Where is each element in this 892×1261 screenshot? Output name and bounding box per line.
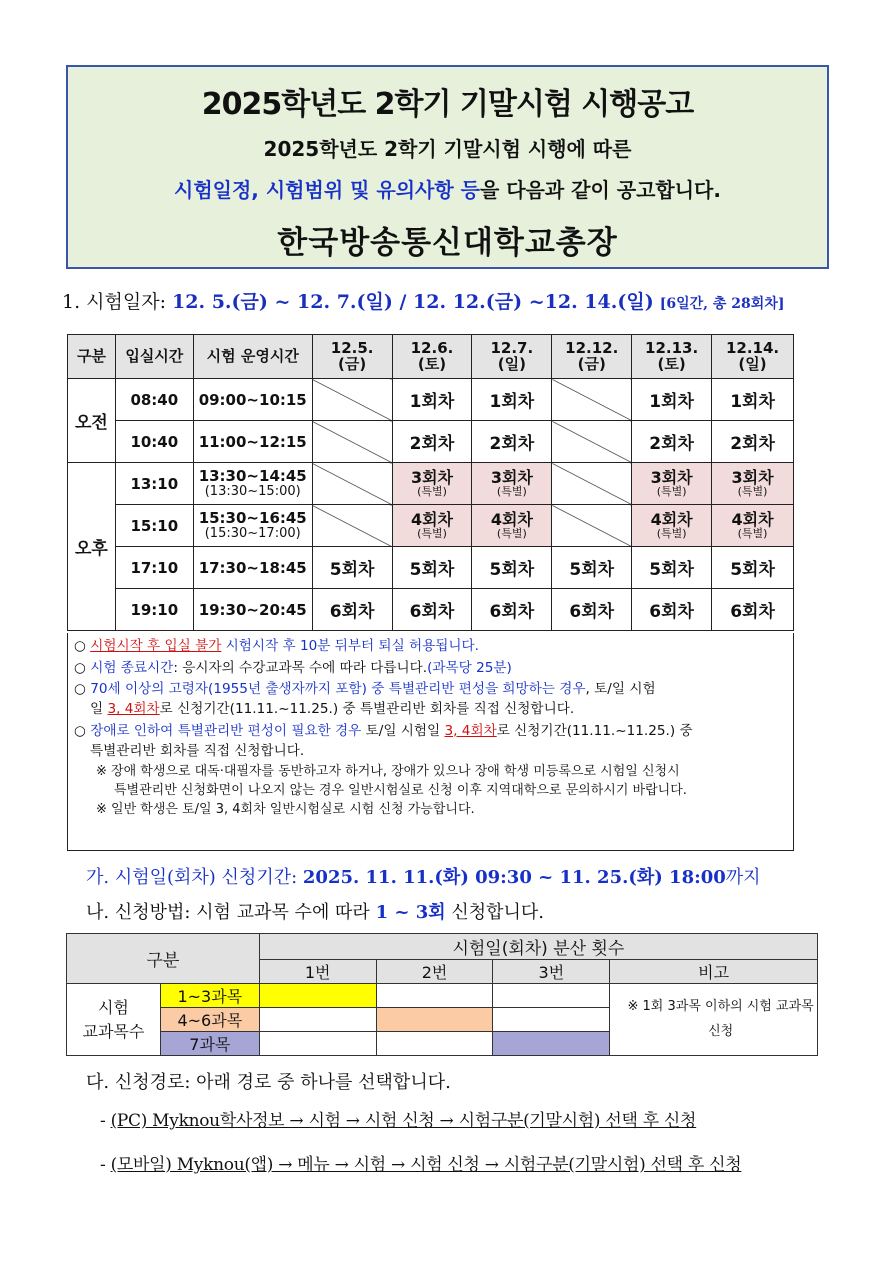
notes-box: [67, 633, 794, 851]
special-mark: (특별): [737, 527, 768, 541]
application-method-label: 나. 신청방법: 시험 교과목 수에 따라: [86, 902, 370, 923]
note-text: 일: [90, 701, 104, 718]
exam-schedule-table: [67, 334, 794, 631]
note-blue-text: 시험 종료시간: [90, 659, 174, 676]
schedule-header: 12.12. (금): [552, 335, 632, 379]
entry-time: 19:10: [115, 589, 193, 631]
schedule-header: 입실시간: [115, 335, 193, 379]
am-label: 오전: [68, 379, 116, 463]
application-method: [86, 898, 544, 924]
special-session-cell: [472, 463, 552, 505]
note-entry-restriction: ○ 시험시작 후 입실 불가 시험시작 후 10분 뒤부터 퇴실 허용됩니다.: [74, 638, 479, 654]
special-session-cell: [472, 505, 552, 547]
route-pc: - (PC) Myknou학사정보 → 시험 → 시험 신청 → 시험구분(기말시험) 선택 후 신청: [100, 1111, 697, 1131]
special-mark: (특별): [656, 527, 687, 541]
application-method-tail: 신청합니다.: [451, 902, 545, 923]
no-session-cell: [552, 505, 632, 547]
distribution-cell: [259, 1032, 376, 1056]
pm-label: 오후: [68, 463, 116, 631]
schedule-row: [68, 421, 794, 463]
session-cell: 6회차: [552, 589, 632, 631]
route-mobile-text: (모바일) Myknou(앱) → 메뉴 → 시험 → 시험 신청 → 시험구분(기말시험) 선택 후 신청: [110, 1155, 742, 1175]
session-cell: 5회차: [312, 547, 392, 589]
distribution-cell: [259, 1008, 376, 1032]
notice-line-rest: 을 다음과 같이 공고합니다.: [479, 178, 721, 202]
special-session-cell: [392, 505, 472, 547]
no-session-cell: [312, 463, 392, 505]
note-disability-detail-2: 특별관리반 신청화면이 나오지 않는 경우 일반시험실로 신청 이후 지역대학으로 문의하시기 바랍니다.: [114, 783, 687, 799]
special-session-cell: [632, 505, 712, 547]
distribution-header: 시험일(회차) 분산 횟수: [259, 934, 817, 960]
distribution-table: [66, 933, 818, 1056]
special-session-cell: [392, 463, 472, 505]
no-session-cell: [552, 379, 632, 421]
exam-dates-summary: [6일간, 총 28회차]: [659, 296, 785, 312]
subject-count-label: 1~3과목: [160, 984, 259, 1008]
notice-signature: 한국방송통신대학교총장: [277, 225, 618, 261]
note-red-text: 3, 4회차: [107, 701, 160, 718]
entry-time: 15:10: [115, 505, 193, 547]
notice-line: [68, 174, 827, 203]
note-text: , 토/일 시험: [585, 681, 656, 698]
op-time-special: (15:30~17:00): [204, 525, 301, 541]
notice-subtitle: 2025학년도 2학기 기말시험 시행에 따른: [263, 137, 632, 161]
session-cell: 5회차: [392, 547, 472, 589]
note-text: 로 신청기간(11.11.~11.25.) 중: [496, 722, 693, 739]
session-cell: 1회차: [632, 379, 712, 421]
session-label: 3회차: [410, 467, 454, 487]
schedule-header: 12.6. (토): [392, 335, 472, 379]
application-route: 다. 신청경로: 아래 경로 중 하나를 선택합니다.: [86, 1072, 451, 1093]
schedule-header: 12.14. (일): [712, 335, 794, 379]
session-label: 3회차: [731, 467, 774, 487]
no-session-cell: [552, 463, 632, 505]
schedule-header: 12.5. (금): [312, 335, 392, 379]
no-session-cell: [552, 421, 632, 463]
distribution-row-label: 시험 교과목수: [67, 984, 161, 1056]
schedule-row: [68, 589, 794, 631]
session-label: 3회차: [490, 467, 533, 487]
session-cell: 2회차: [712, 421, 794, 463]
distribution-header-row: [67, 934, 818, 960]
route-pc-text: (PC) Myknou학사정보 → 시험 → 시험 신청 → 시험구분(기말시험) 선택 후 신청: [110, 1111, 697, 1131]
note-blue-text: 70세 이상의 고령자(1955년 출생자까지 포함) 중 특별관리반 편성을 희망하는 경우: [90, 681, 586, 698]
note-disability: ○ 장애로 인하여 특별관리반 편성이 필요한 경우 토/일 시험일 3, 4회차로 신청기간(11.11.~11.25.) 중 특별관리반 회차를 직접 신청합니다.: [74, 722, 693, 759]
route-mobile: - (모바일) Myknou(앱) → 메뉴 → 시험 → 시험 신청 → 시험구분(기말시험) 선택 후 신청: [100, 1155, 742, 1175]
no-session-cell: [312, 505, 392, 547]
entry-time: 13:10: [115, 463, 193, 505]
no-session-cell: [312, 379, 392, 421]
session-cell: 1회차: [472, 379, 552, 421]
session-cell: 1회차: [392, 379, 472, 421]
session-cell: 5회차: [712, 547, 794, 589]
op-time-cell: [193, 463, 312, 505]
session-cell: 6회차: [712, 589, 794, 631]
op-time-special: (13:30~15:00): [204, 483, 301, 499]
note-disability-detail: ※ 장애 학생으로 대독·대필자를 동반하고자 하거나, 장애가 있으나 장애 학생 미등록으로 시험일 신청시: [96, 764, 680, 780]
note-blue-text: 장애로 인하여 특별관리반 편성이 필요한 경우: [90, 722, 362, 739]
session-label: 3회차: [650, 467, 693, 487]
schedule-header: 시험 운영시간: [193, 335, 312, 379]
session-cell: 2회차: [472, 421, 552, 463]
note-red-text: 3, 4회차: [444, 722, 497, 739]
note-text: 로 신청기간(11.11.~11.25.) 중 특별관리반 회차를 직접 신청합니다.: [159, 701, 575, 718]
session-cell: 6회차: [472, 589, 552, 631]
op-time: 19:30~20:45: [193, 589, 312, 631]
session-label: 4회차: [731, 509, 774, 529]
entry-time: 08:40: [115, 379, 193, 421]
application-period-value: 2025. 11. 11.(화) 09:30 ~ 11. 25.(화) 18:00: [302, 867, 726, 888]
schedule-row: [68, 379, 794, 421]
distribution-cell: [493, 984, 610, 1008]
session-cell: 2회차: [632, 421, 712, 463]
special-mark: (특별): [417, 527, 447, 541]
note-end-time: ○ 시험 종료시간: 응시자의 수강교과목 수에 따라 다릅니다.(과목당 25분): [74, 659, 512, 676]
distribution-col-group: 구분: [67, 934, 260, 984]
note-text: 토/일 시험일: [361, 722, 441, 739]
section-exam-dates: [62, 287, 784, 314]
distribution-cell-filled: [493, 1032, 610, 1056]
entry-time: 17:10: [115, 547, 193, 589]
distribution-note: ※ 1회 3과목 이하의 시험 교과목 신청: [610, 984, 818, 1056]
note-elderly: ○ 70세 이상의 고령자(1955년 출생자까지 포함) 중 특별관리반 편성을 희망하는 경우, 토/일 시험 일 3, 4회차로 신청기간(11.11.~11.25.) 중 특별관리반 회차를 직접 신청합니다.: [74, 681, 656, 718]
op-time-cell: [193, 505, 312, 547]
notice-header: [66, 65, 829, 269]
schedule-row: [68, 463, 794, 505]
distribution-col: 2번: [376, 960, 493, 984]
entry-time: 10:40: [115, 421, 193, 463]
distribution-cell: [376, 1032, 493, 1056]
session-cell: 6회차: [632, 589, 712, 631]
distribution-col: 비고: [610, 960, 818, 984]
notice-line-highlight: 시험일정, 시험범위 및 유의사항 등: [174, 178, 480, 202]
note-blue-text: 시험시작 후 10분 뒤부터 퇴실 허용됩니다.: [225, 638, 479, 654]
no-session-cell: [312, 421, 392, 463]
distribution-col: 3번: [493, 960, 610, 984]
subject-count-label: 4~6과목: [160, 1008, 259, 1032]
subject-count-label: 7과목: [160, 1032, 259, 1056]
special-session-cell: [712, 505, 794, 547]
exam-dates-value: 12. 5.(금) ~ 12. 7.(일) / 12. 12.(금) ~12. 14.(일): [172, 291, 654, 313]
distribution-col: 1번: [259, 960, 376, 984]
distribution-row: [67, 984, 818, 1008]
special-mark: (특별): [496, 485, 527, 499]
session-cell: 1회차: [712, 379, 794, 421]
special-session-cell: [632, 463, 712, 505]
application-method-value: 1 ~ 3회: [375, 902, 446, 923]
special-mark: (특별): [737, 485, 768, 499]
session-label: 4회차: [410, 509, 454, 529]
special-mark: (특별): [417, 485, 447, 499]
session-label: 4회차: [650, 509, 693, 529]
special-mark: (특별): [496, 527, 527, 541]
application-period-tail: 까지: [725, 867, 761, 888]
note-blue-text: (과목당 25분): [427, 659, 512, 676]
op-time: 13:30~14:45: [198, 467, 307, 486]
schedule-header: 12.7. (일): [472, 335, 552, 379]
session-cell: 6회차: [392, 589, 472, 631]
op-time: 11:00~12:15: [193, 421, 312, 463]
session-cell: 5회차: [472, 547, 552, 589]
session-cell: 2회차: [392, 421, 472, 463]
special-session-cell: [712, 463, 794, 505]
session-cell: 5회차: [552, 547, 632, 589]
notice-title: 2025학년도 2학기 기말시험 시행공고: [201, 87, 694, 122]
distribution-cell-filled: [259, 984, 376, 1008]
schedule-header-row: [68, 335, 794, 379]
schedule-header: 구분: [68, 335, 116, 379]
note-text: : 응시자의 수강교과목 수에 따라 다릅니다.: [173, 659, 428, 676]
op-time: 15:30~16:45: [198, 509, 307, 528]
special-mark: (특별): [656, 485, 687, 499]
session-label: 4회차: [490, 509, 533, 529]
note-red-text: 시험시작 후 입실 불가: [90, 638, 222, 654]
note-text: 특별관리반 회차를 직접 신청합니다.: [90, 742, 305, 759]
exam-dates-label: 1. 시험일자:: [62, 291, 166, 313]
distribution-cell-filled: [376, 1008, 493, 1032]
schedule-header: 12.13. (토): [632, 335, 712, 379]
distribution-cell: [493, 1008, 610, 1032]
op-time: 17:30~18:45: [193, 547, 312, 589]
application-period: [86, 863, 761, 889]
schedule-row: [68, 505, 794, 547]
session-cell: 5회차: [632, 547, 712, 589]
application-period-label: 가. 시험일(회차) 신청기간:: [86, 867, 298, 888]
note-general-students: ※ 일반 학생은 토/일 3, 4회차 일반시험실로 시험 신청 가능합니다.: [96, 801, 475, 817]
op-time: 09:00~10:15: [193, 379, 312, 421]
distribution-cell: [376, 984, 493, 1008]
schedule-row: [68, 547, 794, 589]
session-cell: 6회차: [312, 589, 392, 631]
